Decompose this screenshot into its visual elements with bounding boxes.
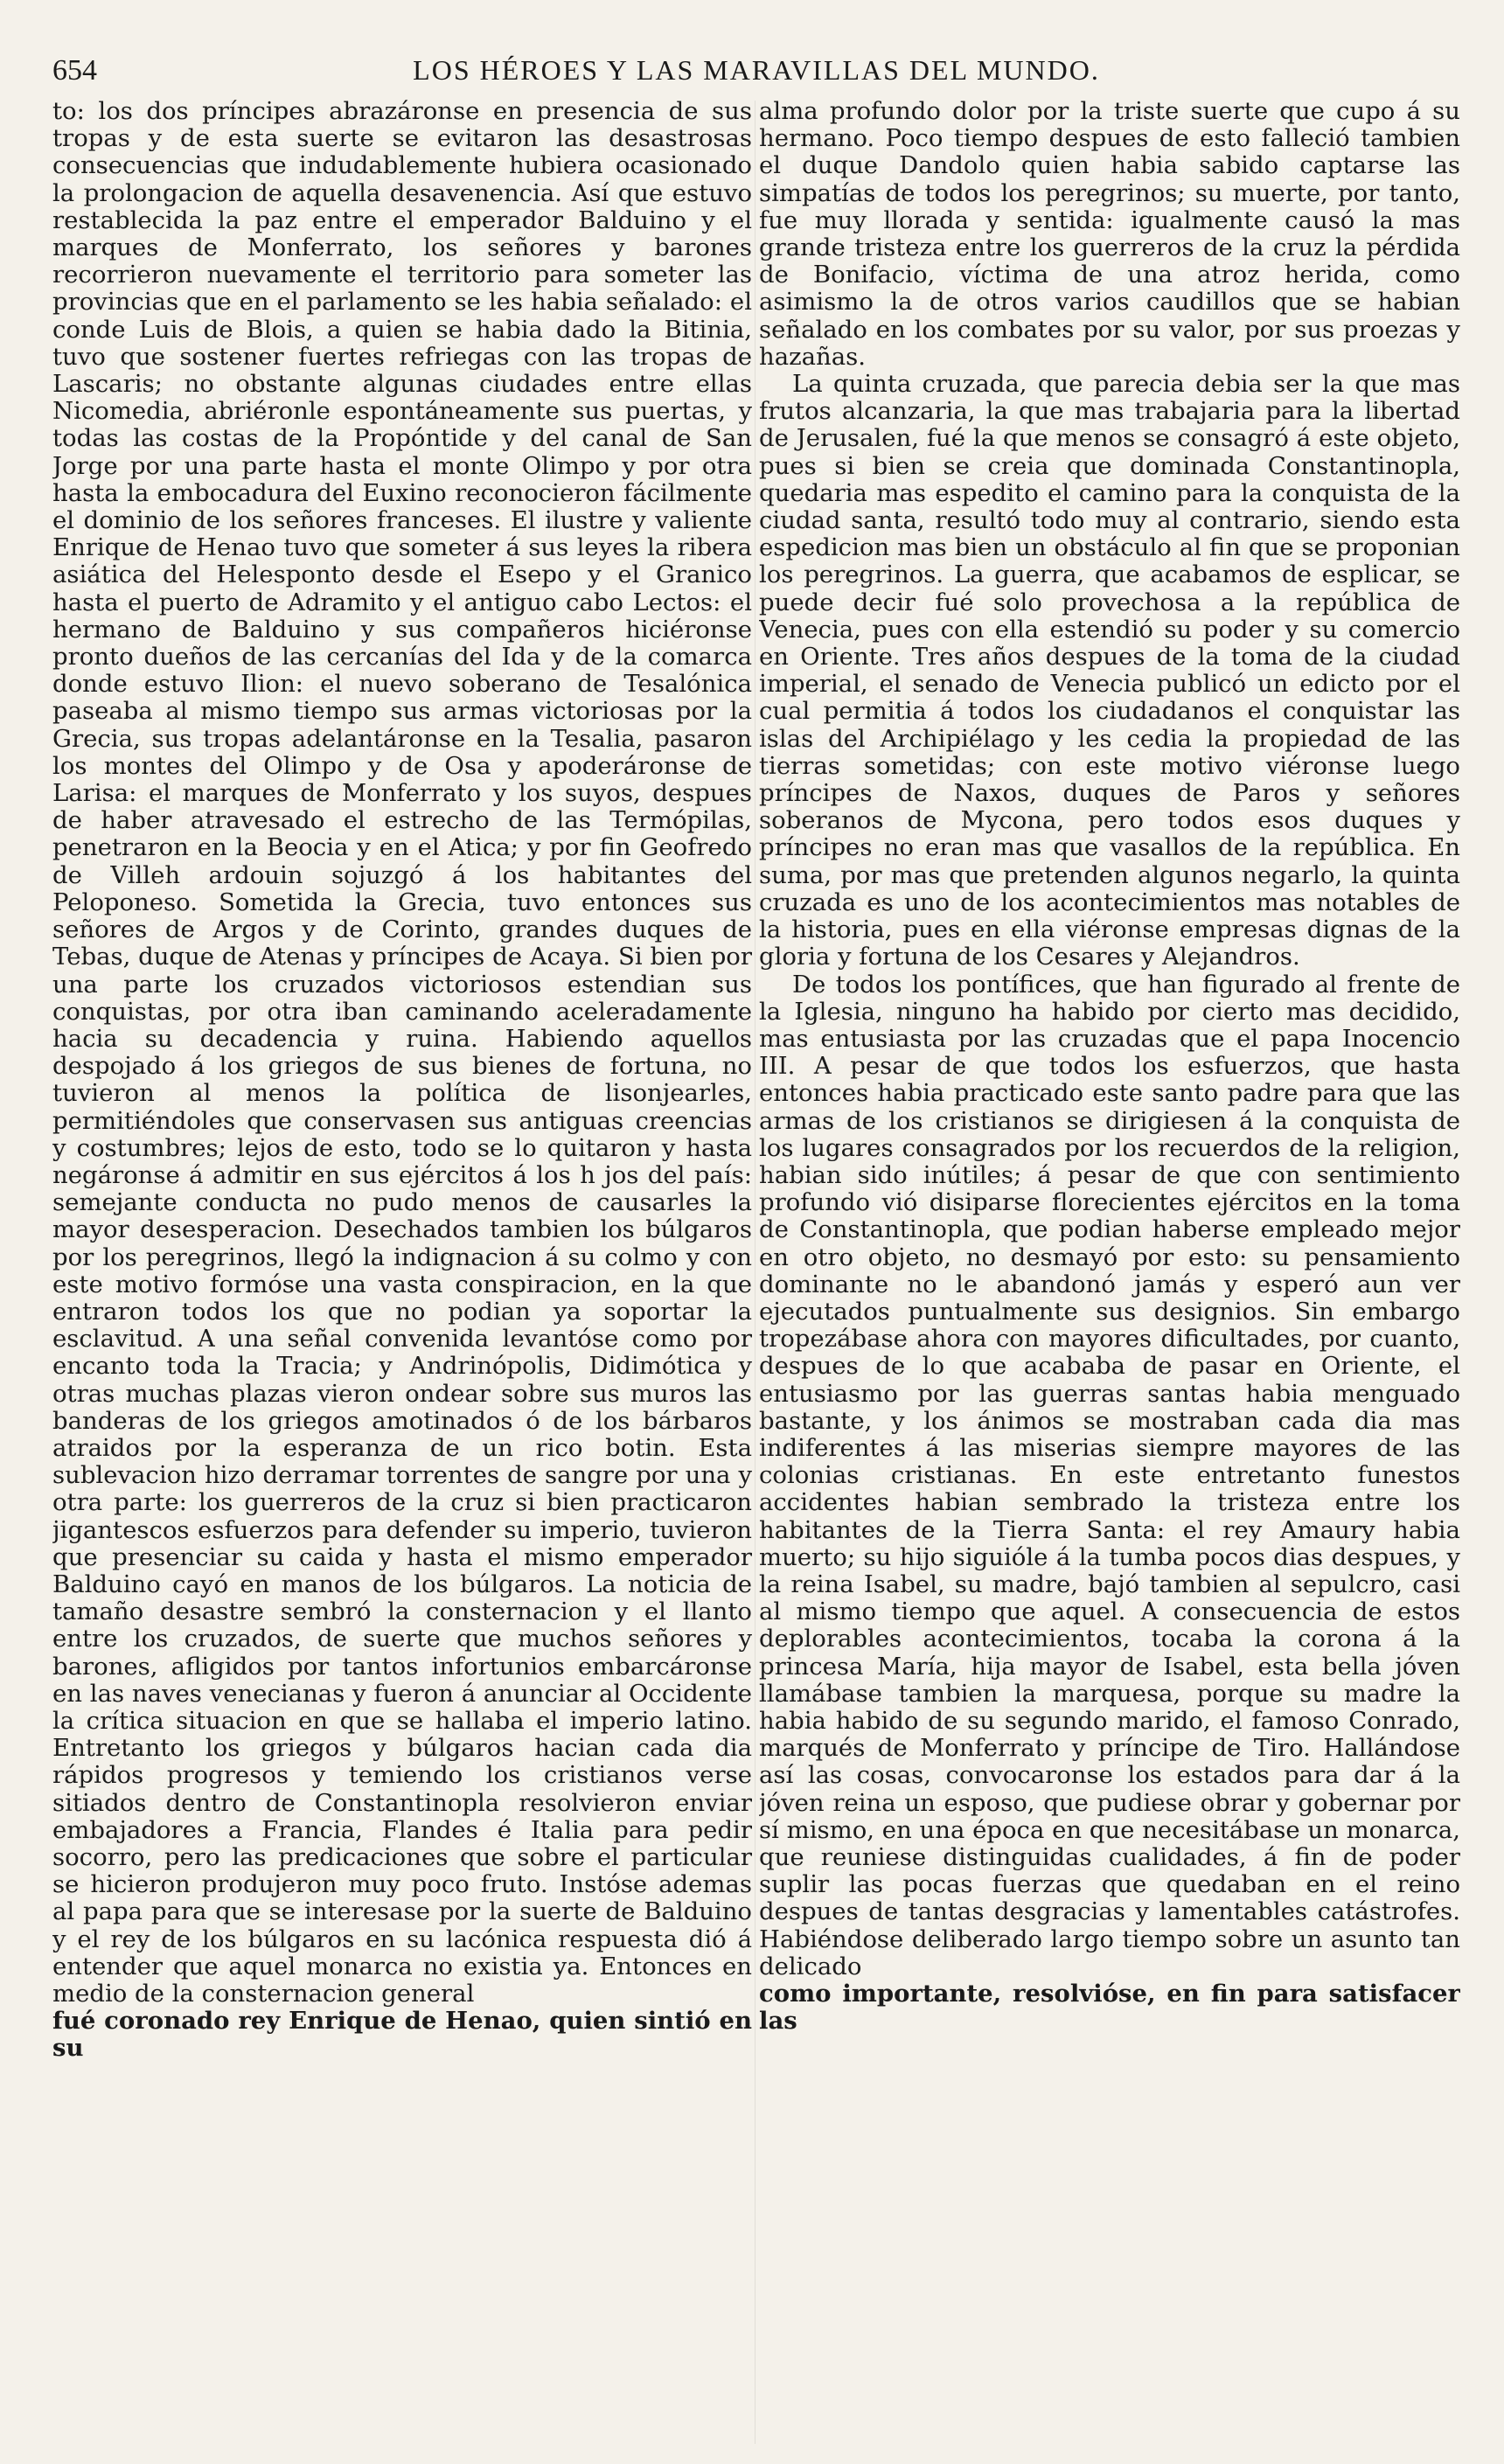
right-last-line: como importante, resolvióse, en fin para satisfacer las xyxy=(759,1980,1460,2036)
running-title: LOS HÉROES Y LAS MARAVILLAS DEL MUNDO. xyxy=(413,54,1100,86)
left-paragraph-1: to: los dos príncipes abrazáronse en presencia de sus tropas y de esta suerte se evitaron las desastrosas consecuencias que indudablemente hubiera ocasionado la prolongacion de aquella desavenencia. Así que estuvo restablecida la paz entre el emperador Balduino y el marques de Monferrato, los señores y barones recorrieron nuevamente el territorio para someter las provincias que en el parlamento se les habia señalado: el conde Luis de Blois, a quien se habia dado la Bitinia, tuvo que sostener fuertes refriegas con las tropas de Lascaris; no obstante algunas ciudades entre ellas Nicomedia, abriéronle espontáneamente sus puertas, y todas las costas de la Propóntide y del canal de San Jorge por una parte hasta el monte Olimpo y por otra hasta la embocadura del Euxino reconocieron fácilmente el dominio de los señores franceses. El ilustre y valiente Enrique de Henao tuvo que someter á sus leyes la ribera asiática del Helesponto desde el Esepo y el Granico hasta el puerto de Adramito y el antiguo cabo Lectos: el hermano de Balduino y sus compañeros hiciéronse pronto dueños de las cercanías del Ida y de la comarca donde estuvo Ilion: el nuevo soberano de Tesalónica paseaba al mismo tiempo sus armas victoriosas por la Grecia, sus tropas adelantáronse en la Tesalia, pasaron los montes del Olimpo y de Osa y apoderáronse de Larisa: el marques de Monferrato y los suyos, despues de haber atravesado el estrecho de las Termópilas, penetraron en la Beocia y en el Atica; y por fin Geofredo de Villeh ardouin sojuzgó á los habitantes del Peloponeso. Sometida la Grecia, tuvo entonces sus señores de Argos y de Corinto, grandes duques de Tebas, duque de Atenas y príncipes de Acaya. Si bien por una parte los cruzados victoriosos estendian sus conquistas, por otra iban caminando aceleradamente hacia su decadencia y ruina. Habiendo aquellos despojado á los griegos de sus bienes de fortuna, no tuvieron al menos la política de lisonjearles, permitiéndoles que conservasen sus antiguas creencias y costumbres; lejos de esto, todo se lo quitaron y hasta negáronse á admitir en sus ejércitos á los h jos del país: semejante conducta no pudo menos de causarles la mayor desesperacion. Desechados tambien los búlgaros por los peregrinos, llegó la indignacion á su colmo y con este motivo formóse una vasta conspiracion, en la que entraron todos los que no podian ya soportar la esclavitud. A una señal convenida levantóse como por encanto toda la Tracia; y Andrinópolis, Didimótica y otras muchas plazas vieron ondear sobre sus muros las banderas de los griegos amotinados ó de los bárbaros atraidos por la esperanza de un rico botin. Esta sublevacion hizo derramar torrentes de sangre por una y otra parte: los guerreros de la cruz si bien practicaron jigantescos esfuerzos para defender su imperio, tuvieron que presenciar su caida y hasta el mismo emperador Balduino cayó en manos de los búlgaros. La noticia de tamaño desastre sembró la consternacion y el llanto entre los cruzados, de suerte que muchos señores y barones, afligidos por tantos infortunios embarcáronse en las naves venecianas y fueron á anunciar al Occidente la crítica situacion en que se hallaba el imperio latino. Entretanto los griegos y búlgaros hacian cada dia rápidos progresos y temiendo los cristianos verse sitiados dentro de Constantinopla resolvieron enviar embajadores a Francia, Flandes é Italia para pedir socorro, pero las predicaciones que sobre el particular se hicieron produjeron muy poco fruto. Instóse ademas al papa para que se interesase por la suerte de Balduino y el rey de los búlgaros en su lacónica respuesta dió á entender que aquel monarca no existia ya. Entonces en medio de la consternacion general xyxy=(52,98,752,2008)
page-number: 654 xyxy=(52,54,97,87)
right-paragraph-1: alma profundo dolor por la triste suerte que cupo á su hermano. Poco tiempo despues de esto falleció tambien el duque Dandolo quien habia sabido captarse las simpatías de todos los peregrinos; su muerte, por tanto, fue muy llorada y sentida: igualmente causó la mas grande tristeza entre los guerreros de la cruz la pérdida de Bonifacio, víctima de una atroz herida, como asimismo la de otros varios caudillos que se habian señalado en los combates por su valor, por sus proezas y hazañas. xyxy=(759,98,1460,371)
left-column xyxy=(52,98,752,2450)
right-paragraph-2: La quinta cruzada, que parecia debia ser la que mas frutos alcanzaria, la que mas trabajaria para la libertad de Jerusalen, fué la que menos se consagró á este objeto, pues si bien se creia que dominada Constantinopla, quedaria mas espedito el camino para la conquista de la ciudad santa, resultó todo muy al contrario, siendo esta espedicion mas bien un obstáculo al fin que se proponian los peregrinos. La guerra, que acabamos de esplicar, se puede decir fué solo provechosa a la república de Venecia, pues con ella estendió su poder y su comercio en Oriente. Tres años despues de la toma de la ciudad imperial, el senado de Venecia publicó un edicto por el cual permitia á todos los ciudadanos el conquistar las islas del Archipiélago y les cedia la propiedad de las tierras sometidas; con este motivo viéronse luego príncipes de Naxos, duques de Paros y señores soberanos de Mycona, pero todos esos duques y príncipes no eran mas que vasallos de la república. En suma, por mas que pretenden algunos negarlo, la quinta cruzada es uno de los acontecimientos mas notables de la historia, pues en ella viéronse empresas dignas de la gloria y fortuna de los Cesares y Alejandros. xyxy=(759,370,1460,971)
right-paragraph-3: De todos los pontífices, que han figurado al frente de la Iglesia, ninguno ha habido por cierto mas decidido, mas entusiasta por las cruzadas que el papa Inocencio III. A pesar de que todos los esfuerzos, que hasta entonces habia practicado este santo padre para que las armas de los cristianos se dirigiesen á la conquista de los lugares consagrados por los recuerdos de la religion, habian sido inútiles; á pesar de que con sentimiento profundo vió disiparse florecientes ejércitos en la toma de Constantinopla, que podian haberse empleado mejor en otro objeto, no desmayó por esto: su pensamiento dominante no le abandonó jamás y esperó aun ver ejecutados puntualmente sus designios. Sin embargo tropezábase ahora con mayores dificultades, por cuanto, despues de lo que acababa de pasar en Oriente, el entusiasmo por las guerras santas habia menguado bastante, y los ánimos se mostraban cada dia mas indiferentes á las miserias siempre mayores de las colonias cristianas. En este entretanto funestos accidentes habian sembrado la tristeza entre los habitantes de la Tierra Santa: el rey Amaury habia muerto; su hijo siguióle á la tumba pocos dias despues, y la reina Isabel, su madre, bajó tambien al sepulcro, casi al mismo tiempo que aquel. A consecuencia de estos deplorables acontecimientos, tocaba la corona á la princesa María, hija mayor de Isabel, esta bella jóven llamábase tambien la marquesa, porque su madre la habia habido de su segundo marido, el famoso Conrado, marqués de Monferrato y príncipe de Tiro. Hallándose así las cosas, convocaronse los estados para dar á la jóven reina un esposo, que pudiese obrar y gobernar por sí mismo, en una época en que necesitábase un monarca, que reuniese distinguidas cualidades, á fin de poder suplir las pocas fuerzas que quedaban en el reino despues de tantas desgracias y lamentables catástrofes. Habiéndose deliberado largo tiempo sobre un asunto tan delicado xyxy=(759,970,1460,1980)
page-header xyxy=(52,51,1460,93)
left-last-line: fué coronado rey Enrique de Henao, quien sintió en su xyxy=(52,2007,752,2063)
right-column xyxy=(759,98,1460,2450)
